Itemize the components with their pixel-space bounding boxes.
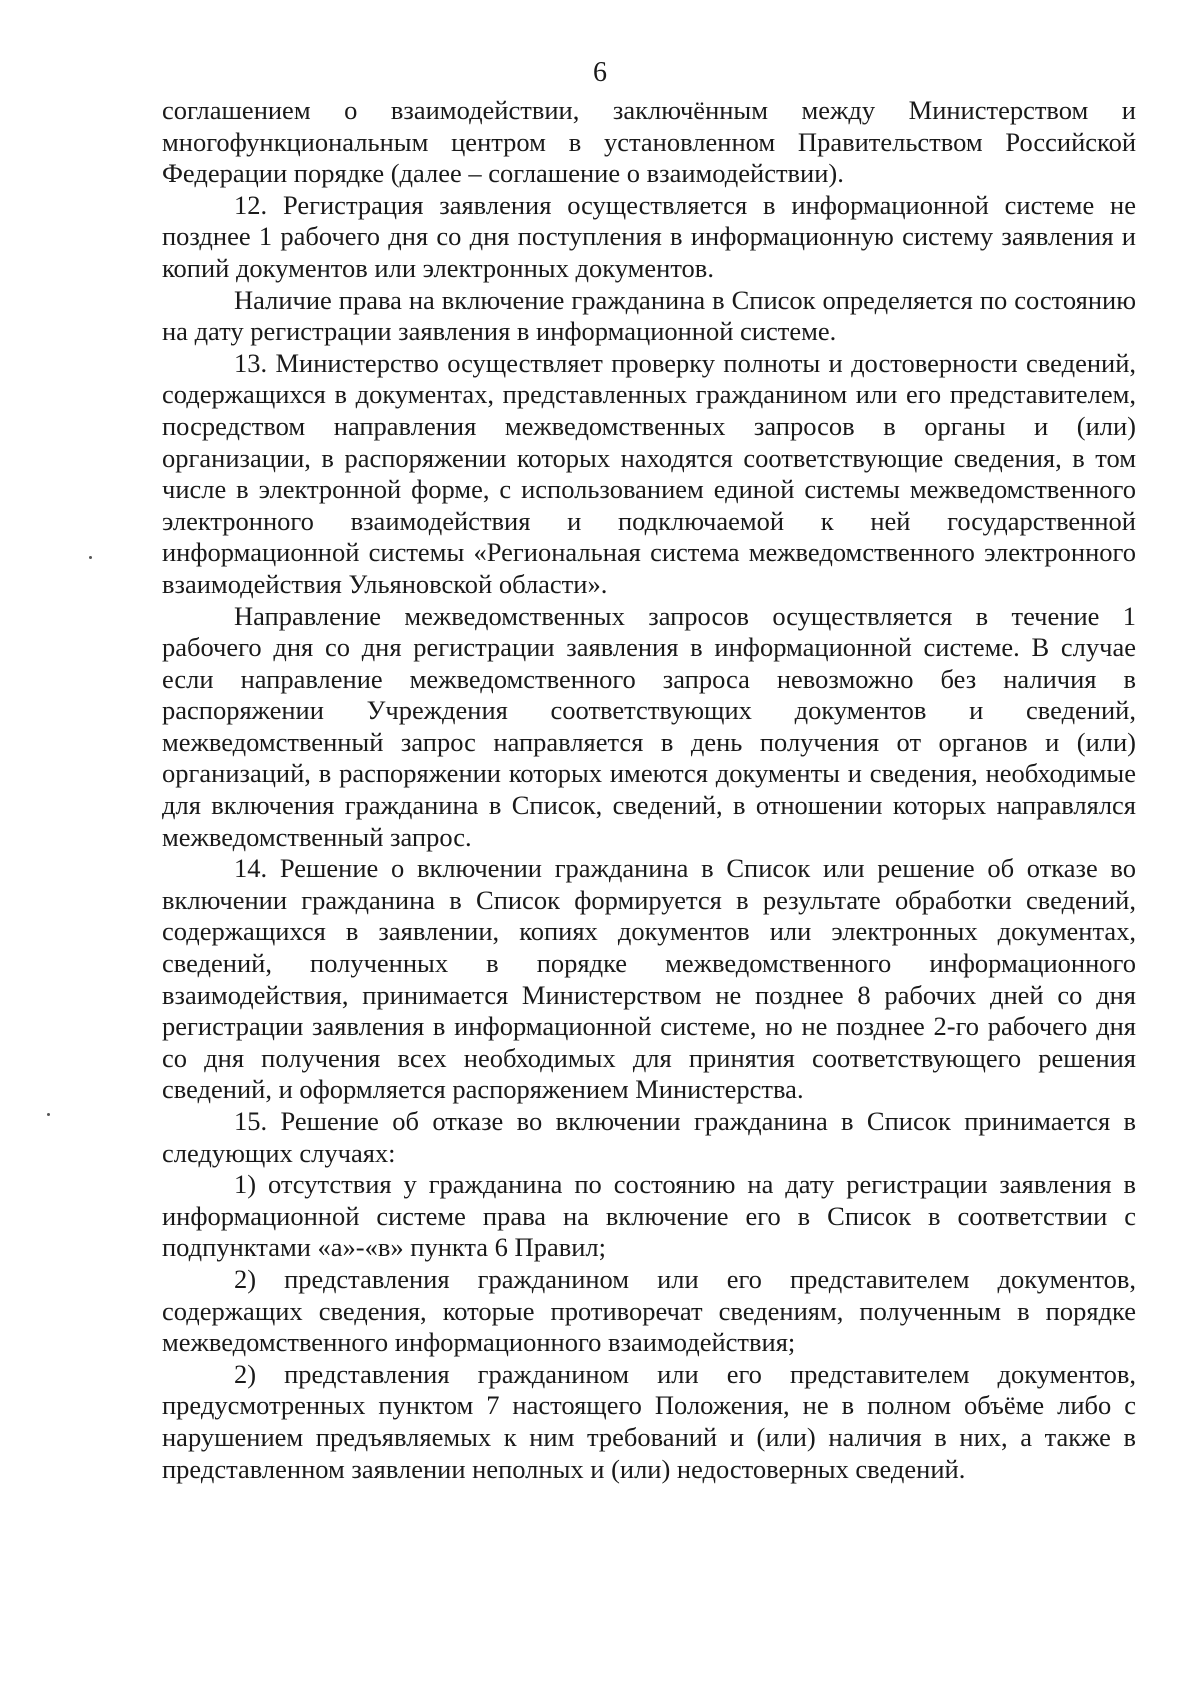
paragraph: 2) представления гражданином или его представителем документов, содержащих сведения, которые противоречат сведениям, полученным в порядке межведомственного информационного взаимодействия;: [162, 1263, 1136, 1358]
paragraph: Наличие права на включение гражданина в Список определяется по состоянию на дату регистрации заявления в информационной системе.: [162, 284, 1136, 347]
scan-speck: [47, 1113, 50, 1116]
document-body: [162, 95, 1136, 1485]
paragraph: 15. Решение об отказе во включении гражданина в Список принимается в следующих случаях:: [162, 1106, 1136, 1168]
paragraph: 14. Решение о включении гражданина в Список или решение об отказе во включении гражданина в Список формируется в результате обработки сведений, содержащихся в заявлении, копиях документов или электронных документах, сведений, полученных в порядке межведомственного информационного взаимодействия, принимается Министерством не позднее 8 рабочих дней со дня регистрации заявления в информационной системе, но не позднее 2-го рабочего дня со дня получения всех необходимых для принятия соответствующего решения сведений, и оформляется распоряжением Министерства.: [162, 853, 1136, 1105]
paragraph: 12. Регистрация заявления осуществляется в информационной системе не позднее 1 рабочего дня со дня поступления в информационную систему заявления и копий документов или электронных документов.: [162, 189, 1136, 283]
paragraph: 2) представления гражданином или его представителем документов, предусмотренных пунктом 7 настоящего Положения, не в полном объёме либо с нарушением предъявляемых к ним требований и (или) наличия в них, а также в представленном заявлении неполных и (или) недостоверных сведений.: [162, 1358, 1136, 1484]
paragraph: Направление межведомственных запросов осуществляется в течение 1 рабочего дня со дня регистрации заявления в информационной системе. В случае если направление межведомственного запроса невозможно без наличия в распоряжении Учреждения соответствующих документов и сведений, межведомственный запрос направляется в день получения от органов и (или) организаций, в распоряжении которых имеются документы и сведения, необходимые для включения гражданина в Список, сведений, в отношении которых направлялся межведомственный запрос.: [162, 600, 1136, 852]
page-number: 6: [593, 57, 607, 88]
scan-speck: [89, 556, 92, 559]
paragraph: 1) отсутствия у гражданина по состоянию на дату регистрации заявления в информационной системе права на включение его в Список в соответствии с подпунктами «а»-«в» пункта 6 Правил;: [162, 1169, 1136, 1263]
paragraph: соглашением о взаимодействии, заключённым между Министерством и многофункциональным центром в установленном Правительством Российской Федерации порядке (далее – соглашение о взаимодействии).: [162, 95, 1136, 189]
paragraph: 13. Министерство осуществляет проверку полноты и достоверности сведений, содержащихся в документах, представленных гражданином или его представителем, посредством направления межведомственных запросов в органы и (или) организации, в распоряжении которых находятся соответствующие сведения, в том числе в электронной форме, с использованием единой системы межведомственного электронного взаимодействия и подключаемой к ней государственной информационной системы «Региональная система межведомственного электронного взаимодействия Ульяновской области».: [162, 347, 1136, 599]
